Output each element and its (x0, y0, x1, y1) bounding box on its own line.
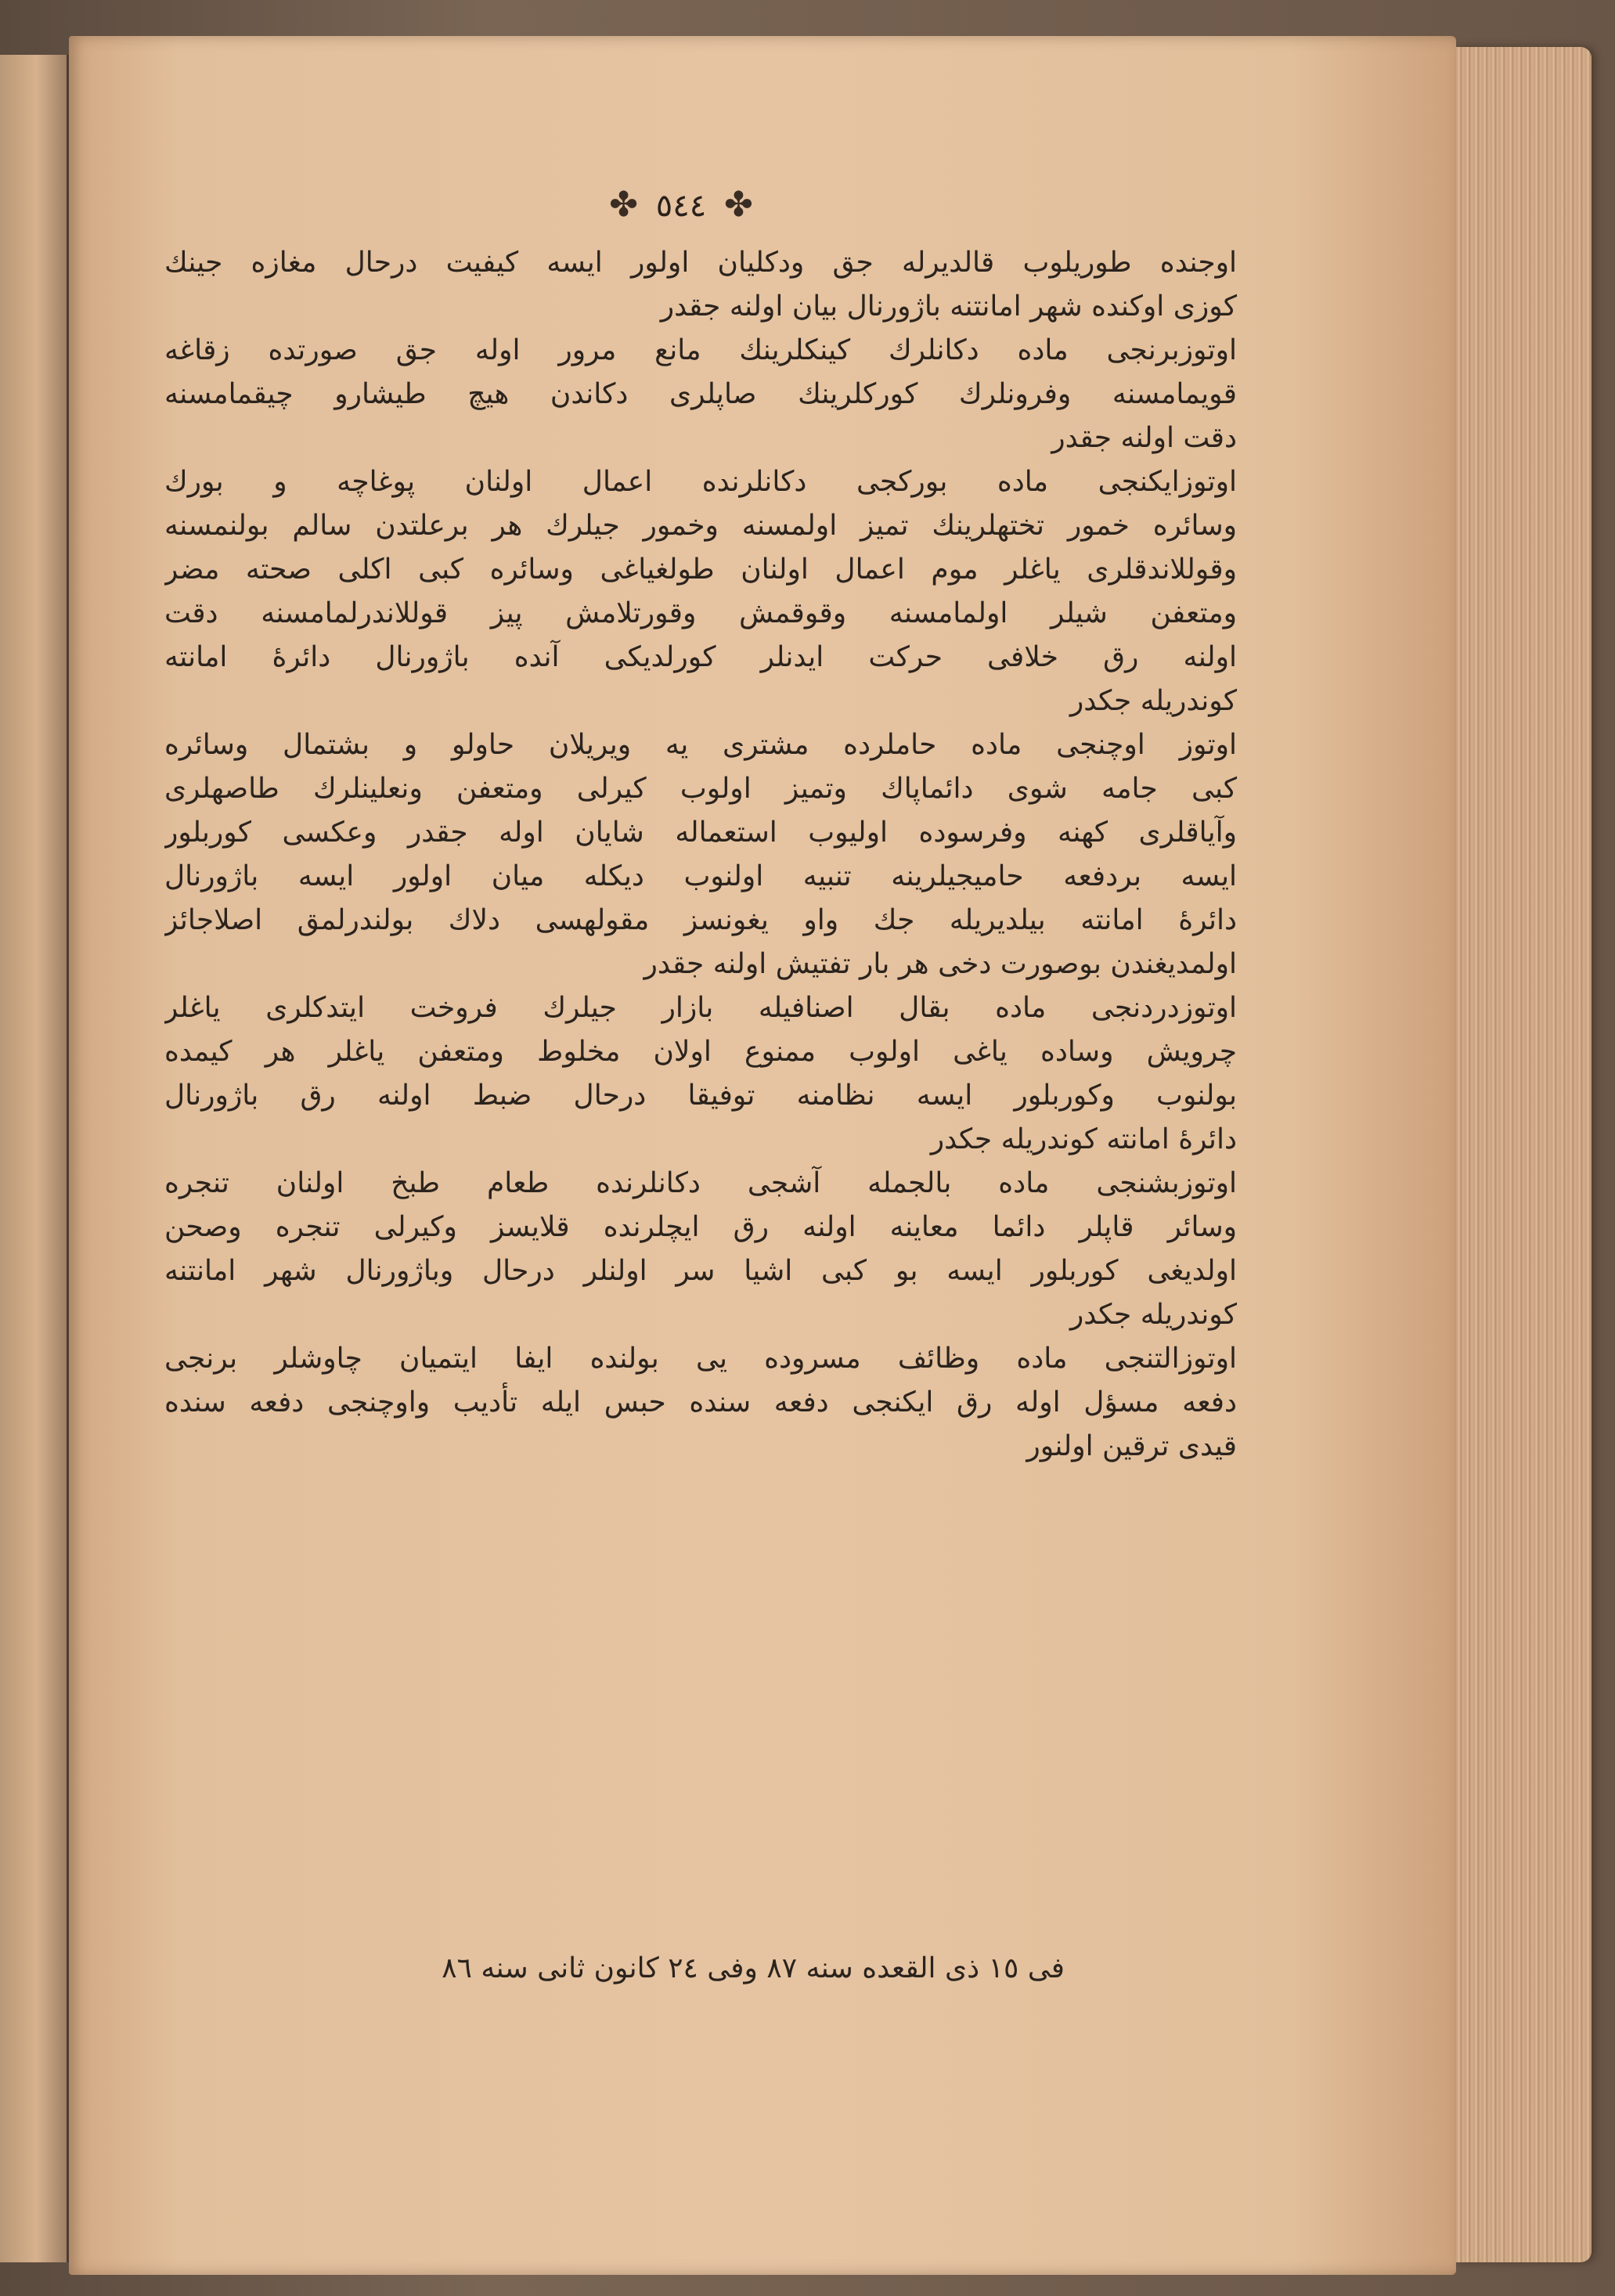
text-line: چرويش وساده ياغى اولوب ممنوع اولان مخلوط ومتعفن ياغلر هر كيمده (164, 1036, 1237, 1068)
text-line: اوتوزبرنجى ماده دكانلرك كينكلرينك مانع مرور اوله جق صورتده زقاغه (164, 334, 1237, 366)
text-line: اوتوزبشنجى ماده بالجمله آشجى دكانلرنده طعام طبخ اولنان تنجره (164, 1167, 1237, 1199)
text-line: اوجنده طوريلوب قالديرله جق ودكليان اولور ايسه كيفيت درحال مغازه جينك (164, 247, 1237, 279)
text-line: اولمديغندن بوصورت دخى هر بار تفتيش اولنه جقدر (643, 948, 1237, 980)
text-line: دائرهٔ امانته كوندريله جكدر (930, 1123, 1237, 1155)
text-line: دقت اولنه جقدر (1051, 422, 1237, 454)
text-line: ايسه بردفعه حاميجيلرينه تنبيه اولنوب ديكله ميان اولور ايسه باژورنال (164, 860, 1237, 892)
text-line: قيدى ترقين اولنور (1026, 1430, 1237, 1462)
text-line: اوتوزالتنجى ماده وظائف مسروده يى بولنده ايفا ايتميان چاوشلر برنجى (164, 1343, 1237, 1375)
text-line: وسائر قاپلر دائما معاينه اولنه رق ايچلرنده قلايسز وكيرلى تنجره وصحن (164, 1211, 1237, 1243)
text-line: ومتعفن شيلر اولمامسنه وقوقمش وقورتلامش پيز قوللاندرلمامسنه دقت (164, 597, 1237, 629)
page-stack-edge (1455, 47, 1592, 2262)
ornament-right-icon: ✤ (723, 185, 753, 225)
text-line: اوتوزدردنجى ماده بقال اصنافيله بازار جيلرك فروخت ايتدكلرى ياغلر (164, 992, 1237, 1024)
ornament-left-icon: ✤ (609, 185, 639, 225)
text-line: وسائره خمور تختهلرينك تميز اولمسنه وخمور جيلرك هر برعلتدن سالم بولنمسنه (164, 510, 1237, 542)
page-number: ٥٤٤ (655, 188, 707, 224)
text-line: اولديغى كوربلور ايسه بو كبى اشيا سر اولنلر درحال وباژورنال شهر امانتنه (164, 1255, 1237, 1287)
left-page-edge (0, 55, 69, 2262)
text-line: اوتوزايكنجى ماده بوركجى دكانلرنده اعمال اولنان پوغاچه و بورك (164, 466, 1237, 498)
text-line: دفعه مسؤل اوله رق ايكنجى دفعه سنده حبس ايله تأديب واوچنجى دفعه سنده (164, 1386, 1237, 1418)
text-line: كوزى اوكنده شهر امانتنه باژورنال بيان اولنه جقدر (660, 290, 1237, 323)
text-line: اوتوز اوچنجى ماده حاملرده مشترى يه ويريلان حاولو و بشتمال وسائره (164, 729, 1237, 761)
body-text (164, 241, 1237, 1469)
page-header (571, 185, 791, 225)
text-line: اولنه رق خلافى حركت ايدنلر كورلديكى آنده باژورنال دائرهٔ امانته (164, 641, 1237, 673)
date-line: فى ١٥ ذى القعده سنه ٨٧ وفى ٢٤ كانون ثانى سنه ٨٦ (442, 1952, 1065, 1984)
text-line: قويمامسنه وفرونلرك كوركلرينك صاپلرى دكاندن هيچ طيشارو چيقمامسنه (164, 378, 1237, 410)
text-line: بولنوب وكوربلور ايسه نظامنه توفيقا درحال ضبط اولنه رق باژورنال (164, 1080, 1237, 1112)
text-line: دائرهٔ امانته بيلديريله جك واو يغونسز مقولهسى دلاك بولندرلمق اصلاجائز (164, 904, 1237, 936)
text-line: وآياقلرى كهنه وفرسوده اوليوب استعماله شايان اوله جقدر وعكسى كوربلور (164, 816, 1237, 849)
text-line: كوندريله جكدر (1069, 1299, 1237, 1331)
text-line: كبى جامه شوى دائماپاك وتميز اولوب كيرلى ومتعفن ونعلينلرك طاصهلرى (164, 773, 1237, 805)
text-line: كوندريله جكدر (1069, 685, 1237, 717)
text-line: وقوللاندقلرى ياغلر موم اعمال اولنان طولغياغى وسائره كبى اكلى صحته مضر (164, 553, 1237, 586)
